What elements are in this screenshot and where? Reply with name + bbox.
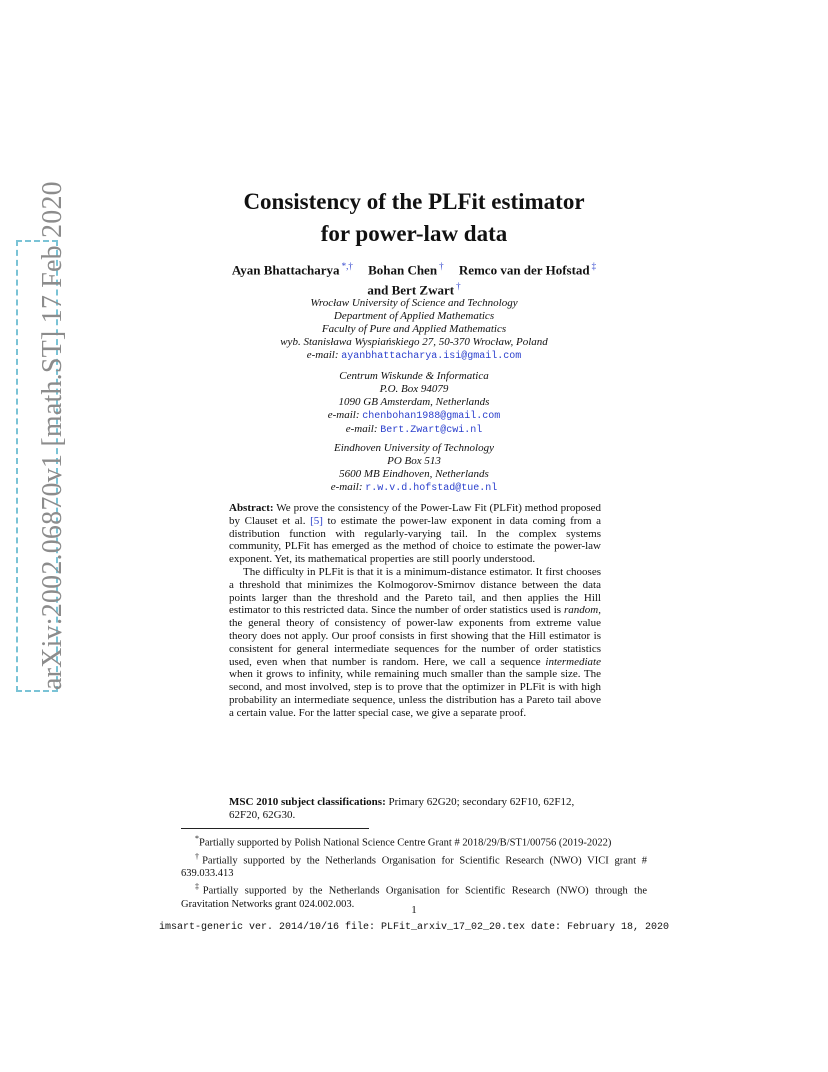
abstract — [229, 502, 601, 720]
affiliation-line: 1090 GB Amsterdam, Netherlands — [338, 396, 490, 408]
footnote-rule — [181, 828, 369, 829]
page-number: 1 — [411, 904, 417, 916]
paper-title — [0, 186, 828, 250]
author-line-1 — [0, 258, 828, 278]
abstract-label: Abstract: — [229, 502, 274, 514]
affiliation-line: P.O. Box 94079 — [379, 383, 449, 395]
affiliation-line: Eindhoven University of Technology — [334, 442, 494, 454]
affiliation-line: Centrum Wiskunde & Informatica — [339, 370, 489, 382]
msc-label: MSC 2010 subject classifications: — [229, 796, 386, 808]
affiliation-line: 5600 MB Eindhoven, Netherlands — [339, 468, 489, 480]
affiliation-tue — [0, 442, 828, 495]
author-footnote-mark[interactable]: † — [456, 281, 461, 292]
email-link[interactable]: r.w.v.d.hofstad@tue.nl — [365, 483, 498, 494]
affiliation-cwi — [0, 370, 828, 437]
affiliation-line: Faculty of Pure and Applied Mathematics — [321, 323, 507, 335]
author-name: Ayan Bhattacharya — [231, 262, 340, 278]
author-footnote-mark[interactable]: *,† — [341, 261, 353, 271]
abstract-paragraph-1: Abstract: We prove the consistency of the Power-Law Fit (PLFit) method proposed by Clauset et al. [5] to estimate the power-law exponent in data coming from a distribution function with regularly-varying tail. In the complex systems community, PLFit has emerged as the method of choice to estimate the power-law exponent. Yet, its mathematical properties are still poorly understood. — [229, 502, 602, 566]
footnote: †Partially supported by the Netherlands Organisation for Scientific Research (NWO) VICI grant # 639.033.413 — [181, 851, 647, 879]
page-footer: imsart-generic ver. 2014/10/16 file: PLFit_arxiv_17_02_20.tex date: February 18, 2020 — [158, 922, 670, 933]
author-name: Bohan Chen — [368, 262, 438, 278]
affiliation-line: wyb. Stanisława Wyspiańskiego 27, 50-370 Wrocław, Poland — [280, 336, 548, 348]
affiliation-line: Department of Applied Mathematics — [333, 310, 495, 322]
msc-text: Primary 62G20; secondary 62F10, 62F12, 62F20, 62G30. — [229, 796, 575, 821]
email-line: e-mail: r.w.v.d.hofstad@tue.nl — [330, 481, 498, 494]
email-link[interactable]: chenbohan1988@gmail.com — [362, 411, 501, 422]
affiliation-line: PO Box 513 — [387, 455, 441, 467]
affiliation-wroclaw — [0, 297, 828, 363]
email-line: e-mail: Bert.Zwart@cwi.nl — [345, 423, 483, 436]
author-line-2 — [0, 278, 828, 298]
msc-classifications — [229, 796, 601, 822]
abstract-paragraph-2: The difficulty in PLFit is that it is a minimum-distance estimator. It first chooses a threshold that minimizes the Kolmogorov-Smirnov distance between the data points larger than the threshold and the Pareto tail, and then applies the Hill estimator to this restricted data. Since the number of order statistics used is random, the general theory of consistency of power-law exponents from extreme value theory does not apply. Our proof consists in first showing that the Hill estimator is consistent for general intermediate sequences for the number of order statistics used, even when that number is random. Here, we call a sequence intermediate when it grows to infinity, while remaining much smaller than the sample size. The second, and most involved, step is to prove that the optimizer in PLFit is with high probability an intermediate sequence, unless the distribution has a Pareto tail above a certain value. For the latter special case, we give a separate proof. — [229, 565, 601, 719]
email-line: e-mail: ayanbhattacharya.isi@gmail.com — [306, 349, 522, 362]
email-link[interactable]: ayanbhattacharya.isi@gmail.com — [341, 351, 522, 362]
author-name: and Bert Zwart — [367, 282, 455, 298]
author-list — [0, 258, 828, 299]
footnote: *Partially supported by Polish National Science Centre Grant # 2018/29/B/ST1/00756 (2019-2022) — [195, 834, 612, 849]
footnote: ‡Partially supported by the Netherlands Organisation for Scientific Research (NWO) through the Gravitation Networks grant 024.002.003. — [181, 882, 647, 910]
footnotes — [181, 832, 647, 911]
author-name: Remco van der Hofstad — [458, 262, 590, 278]
author-footnote-mark[interactable]: † — [439, 261, 444, 271]
title-line-2: for power-law data — [320, 221, 508, 246]
email-link[interactable]: Bert.Zwart@cwi.nl — [380, 425, 483, 436]
email-line: e-mail: chenbohan1988@gmail.com — [327, 409, 501, 422]
arxiv-stamp-text: arXiv:2002.06870v1 [math.ST] 17 Feb 2020 — [37, 181, 68, 690]
affiliation-line: Wrocław University of Science and Technology — [310, 297, 518, 309]
citation-link[interactable]: [5] — [310, 514, 323, 527]
title-line-1: Consistency of the PLFit estimator — [243, 189, 585, 214]
author-footnote-mark[interactable]: ‡ — [591, 261, 597, 271]
